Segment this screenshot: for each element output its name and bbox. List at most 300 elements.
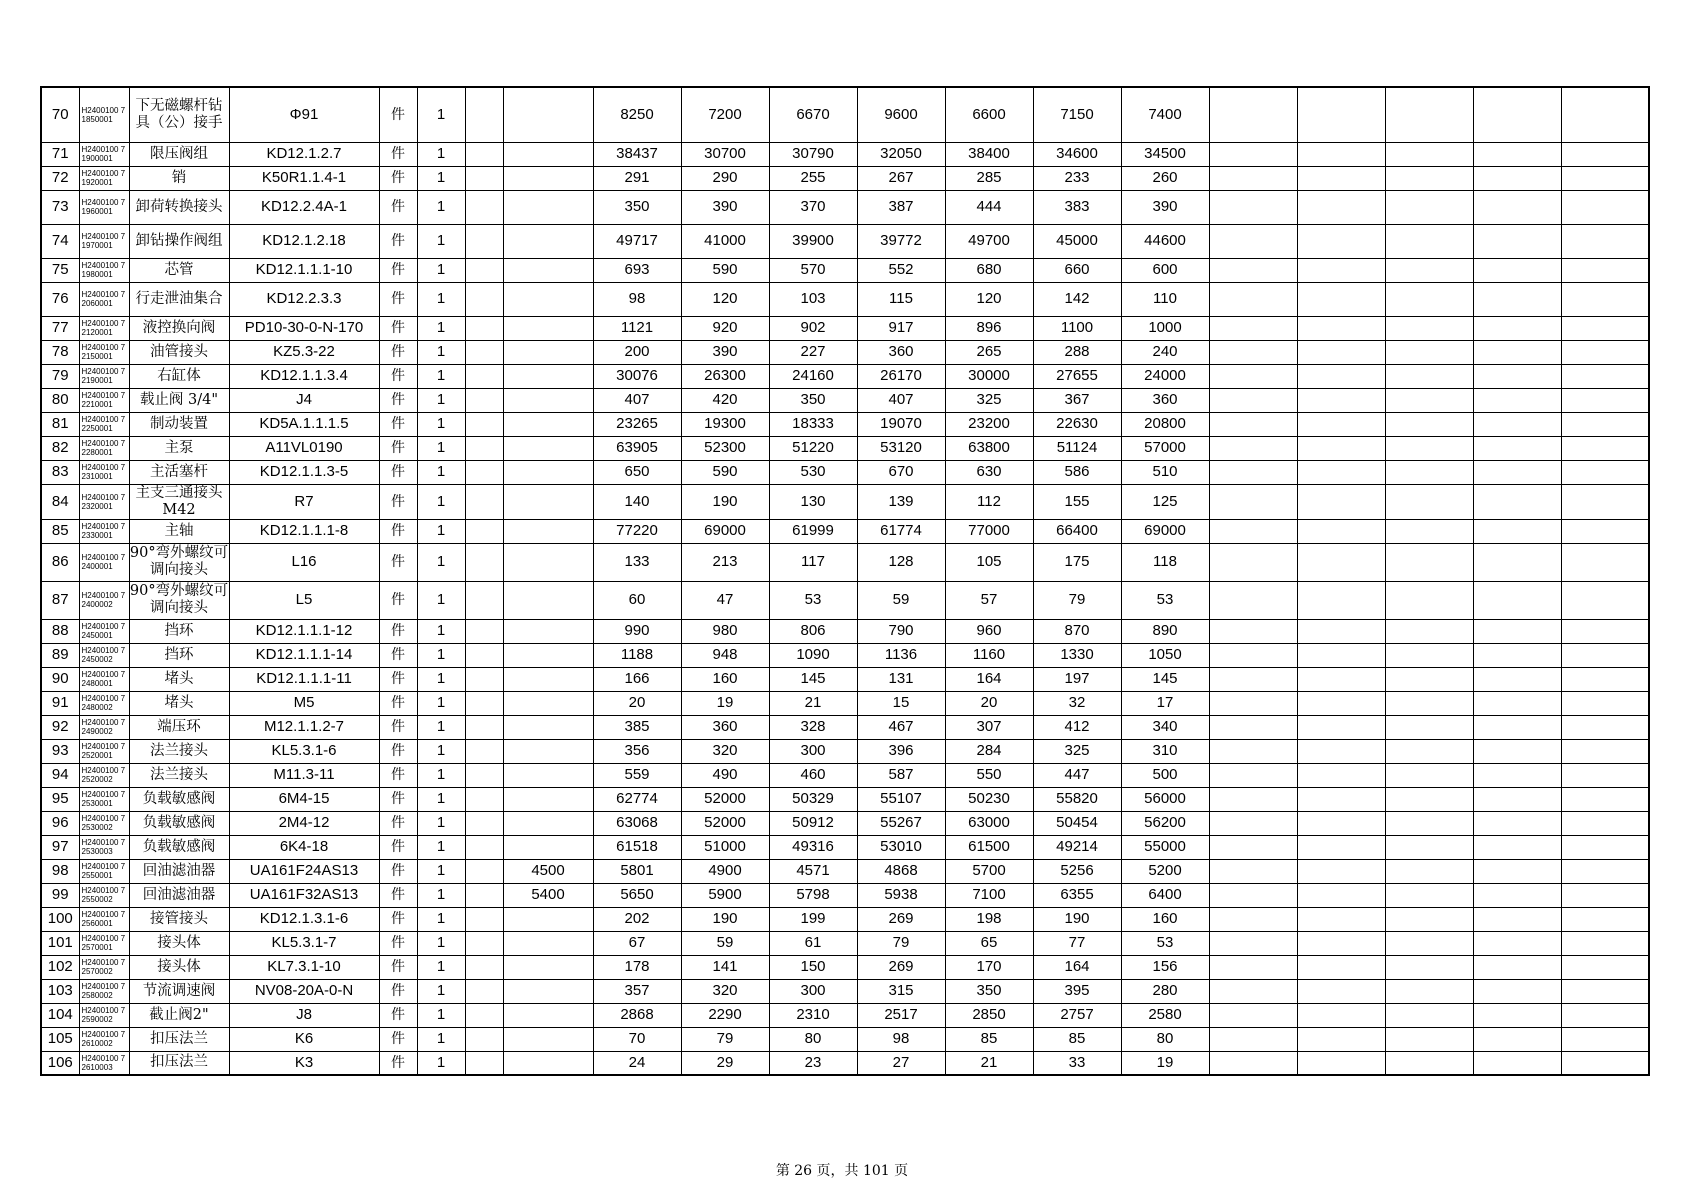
empty-cell: [1209, 190, 1297, 224]
empty-cell: [1209, 412, 1297, 436]
empty-cell: [1297, 1051, 1385, 1075]
empty-cell: [1473, 643, 1561, 667]
quote-cell-2: 590: [681, 258, 769, 282]
empty-cell: [1297, 142, 1385, 166]
empty-cell: [1473, 787, 1561, 811]
blank-cell: [465, 883, 503, 907]
empty-cell: [1561, 787, 1649, 811]
table-row: [41, 739, 1649, 763]
quote-cell-5: 65: [945, 931, 1033, 955]
unit-cell: 件: [379, 859, 417, 883]
empty-cell: [1561, 340, 1649, 364]
quote-cell-3: 80: [769, 1027, 857, 1051]
empty-cell: [1297, 715, 1385, 739]
empty-cell: [1209, 1003, 1297, 1027]
blank-cell: [465, 190, 503, 224]
item-name-cell: 端压环: [129, 715, 229, 739]
item-name-cell: 芯管: [129, 258, 229, 282]
table-row: [41, 643, 1649, 667]
empty-cell: [1473, 715, 1561, 739]
empty-cell: [1297, 931, 1385, 955]
quantity-cell: 1: [417, 258, 465, 282]
empty-cell: [1209, 340, 1297, 364]
quote-cell-6: 197: [1033, 667, 1121, 691]
empty-cell: [1385, 1051, 1473, 1075]
quote-cell-5: 21: [945, 1051, 1033, 1075]
quote-cell-1: 98: [593, 282, 681, 316]
empty-cell: [1473, 224, 1561, 258]
empty-cell: [1297, 519, 1385, 543]
empty-cell: [1561, 388, 1649, 412]
quote-cell-4: 9600: [857, 87, 945, 142]
empty-cell: [1297, 460, 1385, 484]
table-row: [41, 835, 1649, 859]
model-cell: L5: [229, 581, 379, 619]
quote-cell-1: 49717: [593, 224, 681, 258]
quote-cell-1: 63905: [593, 436, 681, 460]
quote-cell-6: 49214: [1033, 835, 1121, 859]
quote-cell-4: 2517: [857, 1003, 945, 1027]
item-name-cell: 挡环: [129, 619, 229, 643]
unit-cell: 件: [379, 258, 417, 282]
quote-cell-2: 190: [681, 907, 769, 931]
quantity-cell: 1: [417, 581, 465, 619]
item-code-cell: H2400100 72570002: [79, 955, 129, 979]
quote-cell-1: 30076: [593, 364, 681, 388]
quote-cell-3: 806: [769, 619, 857, 643]
quote-cell-7: 156: [1121, 955, 1209, 979]
model-cell: UA161F32AS13: [229, 883, 379, 907]
item-code-cell: H2400100 72610003: [79, 1051, 129, 1075]
quote-cell-7: 280: [1121, 979, 1209, 1003]
table-row: [41, 619, 1649, 643]
item-code-cell: H2400100 72400001: [79, 543, 129, 581]
reference-price-cell: [503, 643, 593, 667]
table-row: [41, 667, 1649, 691]
quote-cell-3: 53: [769, 581, 857, 619]
quote-cell-7: 5200: [1121, 859, 1209, 883]
table-row: [41, 931, 1649, 955]
quote-cell-7: 2580: [1121, 1003, 1209, 1027]
blank-cell: [465, 282, 503, 316]
quote-cell-2: 320: [681, 979, 769, 1003]
item-code-cell: H2400100 72530003: [79, 835, 129, 859]
quote-cell-4: 467: [857, 715, 945, 739]
unit-cell: 件: [379, 931, 417, 955]
table-row: [41, 224, 1649, 258]
empty-cell: [1385, 811, 1473, 835]
item-code-cell: H2400100 72570001: [79, 931, 129, 955]
quote-cell-4: 79: [857, 931, 945, 955]
table-row: [41, 519, 1649, 543]
quantity-cell: 1: [417, 787, 465, 811]
row-index-cell: 84: [41, 484, 79, 519]
quote-cell-4: 15: [857, 691, 945, 715]
empty-cell: [1473, 543, 1561, 581]
empty-cell: [1473, 519, 1561, 543]
row-index-cell: 91: [41, 691, 79, 715]
item-name-cell: 负载敏感阀: [129, 811, 229, 835]
quote-cell-3: 300: [769, 979, 857, 1003]
empty-cell: [1209, 739, 1297, 763]
reference-price-cell: [503, 316, 593, 340]
row-index-cell: 86: [41, 543, 79, 581]
empty-cell: [1385, 619, 1473, 643]
item-name-cell: 法兰接头: [129, 739, 229, 763]
blank-cell: [465, 907, 503, 931]
quote-cell-3: 24160: [769, 364, 857, 388]
empty-cell: [1385, 190, 1473, 224]
quote-cell-2: 52300: [681, 436, 769, 460]
quote-cell-1: 24: [593, 1051, 681, 1075]
quote-cell-1: 385: [593, 715, 681, 739]
blank-cell: [465, 811, 503, 835]
empty-cell: [1561, 811, 1649, 835]
quote-cell-2: 390: [681, 340, 769, 364]
empty-cell: [1385, 436, 1473, 460]
empty-cell: [1385, 643, 1473, 667]
unit-cell: 件: [379, 1003, 417, 1027]
empty-cell: [1209, 907, 1297, 931]
quantity-cell: 1: [417, 340, 465, 364]
blank-cell: [465, 763, 503, 787]
model-cell: KD12.1.1.1-8: [229, 519, 379, 543]
quote-cell-1: 77220: [593, 519, 681, 543]
quantity-cell: 1: [417, 436, 465, 460]
quote-cell-7: 55000: [1121, 835, 1209, 859]
quantity-cell: 1: [417, 1027, 465, 1051]
empty-cell: [1209, 763, 1297, 787]
empty-cell: [1209, 811, 1297, 835]
item-name-cell: 主轴: [129, 519, 229, 543]
model-cell: KD12.1.2.7: [229, 142, 379, 166]
empty-cell: [1297, 835, 1385, 859]
reference-price-cell: [503, 364, 593, 388]
quote-cell-5: 325: [945, 388, 1033, 412]
page-footer: 第 26 页，共 101 页: [775, 1163, 909, 1179]
quantity-cell: 1: [417, 190, 465, 224]
row-index-cell: 104: [41, 1003, 79, 1027]
unit-cell: 件: [379, 883, 417, 907]
blank-cell: [465, 412, 503, 436]
row-index-cell: 72: [41, 166, 79, 190]
empty-cell: [1385, 87, 1473, 142]
quote-cell-7: 6400: [1121, 883, 1209, 907]
model-cell: KD12.2.3.3: [229, 282, 379, 316]
empty-cell: [1473, 190, 1561, 224]
quote-cell-1: 200: [593, 340, 681, 364]
row-index-cell: 77: [41, 316, 79, 340]
empty-cell: [1297, 436, 1385, 460]
empty-cell: [1297, 316, 1385, 340]
quote-cell-6: 325: [1033, 739, 1121, 763]
model-cell: KD12.1.1.3.4: [229, 364, 379, 388]
quote-cell-2: 590: [681, 460, 769, 484]
empty-cell: [1385, 883, 1473, 907]
unit-cell: 件: [379, 412, 417, 436]
row-index-cell: 94: [41, 763, 79, 787]
quote-cell-1: 357: [593, 979, 681, 1003]
empty-cell: [1473, 388, 1561, 412]
reference-price-cell: [503, 739, 593, 763]
unit-cell: 件: [379, 224, 417, 258]
unit-cell: 件: [379, 190, 417, 224]
item-name-cell: 油管接头: [129, 340, 229, 364]
quote-cell-4: 396: [857, 739, 945, 763]
quote-cell-7: 19: [1121, 1051, 1209, 1075]
quote-cell-3: 23: [769, 1051, 857, 1075]
quote-cell-3: 117: [769, 543, 857, 581]
quote-cell-2: 79: [681, 1027, 769, 1051]
quote-cell-6: 34600: [1033, 142, 1121, 166]
quantity-cell: 1: [417, 667, 465, 691]
quote-cell-7: 125: [1121, 484, 1209, 519]
unit-cell: 件: [379, 166, 417, 190]
quote-cell-5: 49700: [945, 224, 1033, 258]
quote-cell-5: 444: [945, 190, 1033, 224]
quote-cell-4: 315: [857, 979, 945, 1003]
quantity-cell: 1: [417, 543, 465, 581]
empty-cell: [1561, 436, 1649, 460]
quote-cell-2: 980: [681, 619, 769, 643]
row-index-cell: 75: [41, 258, 79, 282]
quote-cell-6: 164: [1033, 955, 1121, 979]
row-index-cell: 89: [41, 643, 79, 667]
empty-cell: [1473, 1051, 1561, 1075]
quote-cell-3: 50912: [769, 811, 857, 835]
quote-cell-1: 693: [593, 258, 681, 282]
quote-cell-7: 1000: [1121, 316, 1209, 340]
reference-price-cell: 5400: [503, 883, 593, 907]
quote-cell-1: 67: [593, 931, 681, 955]
quote-cell-2: 490: [681, 763, 769, 787]
reference-price-cell: [503, 581, 593, 619]
quote-cell-1: 23265: [593, 412, 681, 436]
quote-cell-1: 38437: [593, 142, 681, 166]
quantity-cell: 1: [417, 883, 465, 907]
quote-cell-4: 387: [857, 190, 945, 224]
quantity-cell: 1: [417, 1003, 465, 1027]
quote-cell-4: 115: [857, 282, 945, 316]
quote-cell-6: 51124: [1033, 436, 1121, 460]
blank-cell: [465, 619, 503, 643]
blank-cell: [465, 142, 503, 166]
quote-cell-3: 227: [769, 340, 857, 364]
unit-cell: 件: [379, 460, 417, 484]
quote-cell-2: 213: [681, 543, 769, 581]
empty-cell: [1473, 316, 1561, 340]
quote-cell-5: 57: [945, 581, 1033, 619]
quote-cell-7: 56200: [1121, 811, 1209, 835]
item-code-cell: H2400100 72400002: [79, 581, 129, 619]
quote-cell-6: 190: [1033, 907, 1121, 931]
empty-cell: [1209, 955, 1297, 979]
blank-cell: [465, 667, 503, 691]
empty-cell: [1385, 412, 1473, 436]
quote-cell-6: 288: [1033, 340, 1121, 364]
item-code-cell: H2400100 72480001: [79, 667, 129, 691]
reference-price-cell: [503, 931, 593, 955]
empty-cell: [1473, 619, 1561, 643]
table-row: [41, 190, 1649, 224]
empty-cell: [1561, 581, 1649, 619]
empty-cell: [1473, 364, 1561, 388]
unit-cell: 件: [379, 484, 417, 519]
reference-price-cell: [503, 1051, 593, 1075]
empty-cell: [1473, 883, 1561, 907]
quote-cell-1: 178: [593, 955, 681, 979]
quote-cell-6: 85: [1033, 1027, 1121, 1051]
quote-cell-6: 155: [1033, 484, 1121, 519]
table-row: [41, 787, 1649, 811]
quote-cell-5: 960: [945, 619, 1033, 643]
item-name-cell: 90°弯外螺纹可调向接头: [129, 581, 229, 619]
row-index-cell: 78: [41, 340, 79, 364]
quote-cell-4: 1136: [857, 643, 945, 667]
quote-cell-6: 367: [1033, 388, 1121, 412]
blank-cell: [465, 955, 503, 979]
quote-cell-4: 670: [857, 460, 945, 484]
quote-cell-7: 20800: [1121, 412, 1209, 436]
row-index-cell: 74: [41, 224, 79, 258]
quote-cell-7: 340: [1121, 715, 1209, 739]
quantity-cell: 1: [417, 460, 465, 484]
empty-cell: [1385, 787, 1473, 811]
empty-cell: [1473, 460, 1561, 484]
table-row: [41, 907, 1649, 931]
empty-cell: [1297, 364, 1385, 388]
empty-cell: [1385, 282, 1473, 316]
item-code-cell: H2400100 72550001: [79, 859, 129, 883]
item-code-cell: H2400100 72450001: [79, 619, 129, 643]
empty-cell: [1385, 691, 1473, 715]
empty-cell: [1297, 811, 1385, 835]
empty-cell: [1297, 388, 1385, 412]
quote-cell-5: 112: [945, 484, 1033, 519]
reference-price-cell: [503, 811, 593, 835]
quote-cell-6: 1100: [1033, 316, 1121, 340]
quote-cell-6: 32: [1033, 691, 1121, 715]
empty-cell: [1297, 619, 1385, 643]
quantity-cell: 1: [417, 388, 465, 412]
quantity-cell: 1: [417, 484, 465, 519]
row-index-cell: 73: [41, 190, 79, 224]
quote-cell-5: 350: [945, 979, 1033, 1003]
reference-price-cell: [503, 619, 593, 643]
unit-cell: 件: [379, 667, 417, 691]
empty-cell: [1297, 859, 1385, 883]
empty-cell: [1385, 667, 1473, 691]
quote-cell-7: 69000: [1121, 519, 1209, 543]
quote-cell-2: 7200: [681, 87, 769, 142]
blank-cell: [465, 835, 503, 859]
quote-cell-3: 21: [769, 691, 857, 715]
blank-cell: [465, 543, 503, 581]
quote-cell-6: 7150: [1033, 87, 1121, 142]
row-index-cell: 99: [41, 883, 79, 907]
quantity-cell: 1: [417, 619, 465, 643]
table-row: [41, 436, 1649, 460]
quote-cell-5: 170: [945, 955, 1033, 979]
empty-cell: [1297, 166, 1385, 190]
reference-price-cell: [503, 87, 593, 142]
unit-cell: 件: [379, 643, 417, 667]
quote-cell-3: 150: [769, 955, 857, 979]
quantity-cell: 1: [417, 519, 465, 543]
item-name-cell: 负载敏感阀: [129, 787, 229, 811]
table-row: [41, 543, 1649, 581]
empty-cell: [1385, 931, 1473, 955]
quote-cell-2: 52000: [681, 811, 769, 835]
table-row: [41, 811, 1649, 835]
empty-cell: [1297, 1027, 1385, 1051]
quantity-cell: 1: [417, 142, 465, 166]
reference-price-cell: [503, 787, 593, 811]
quote-cell-6: 27655: [1033, 364, 1121, 388]
quote-cell-5: 30000: [945, 364, 1033, 388]
quote-cell-5: 63000: [945, 811, 1033, 835]
table-row: [41, 166, 1649, 190]
empty-cell: [1209, 166, 1297, 190]
model-cell: UA161F24AS13: [229, 859, 379, 883]
item-name-cell: 销: [129, 166, 229, 190]
empty-cell: [1209, 543, 1297, 581]
empty-cell: [1473, 258, 1561, 282]
blank-cell: [465, 715, 503, 739]
item-code-cell: H2400100 72320001: [79, 484, 129, 519]
empty-cell: [1209, 931, 1297, 955]
quote-cell-5: 5700: [945, 859, 1033, 883]
quote-cell-4: 360: [857, 340, 945, 364]
model-cell: KD12.1.1.3-5: [229, 460, 379, 484]
row-index-cell: 82: [41, 436, 79, 460]
quote-cell-6: 233: [1033, 166, 1121, 190]
quote-cell-2: 30700: [681, 142, 769, 166]
model-cell: M5: [229, 691, 379, 715]
row-index-cell: 105: [41, 1027, 79, 1051]
quote-cell-2: 4900: [681, 859, 769, 883]
quote-cell-4: 4868: [857, 859, 945, 883]
unit-cell: 件: [379, 340, 417, 364]
unit-cell: 件: [379, 519, 417, 543]
item-name-cell: 法兰接头: [129, 763, 229, 787]
unit-cell: 件: [379, 811, 417, 835]
empty-cell: [1385, 340, 1473, 364]
model-cell: 2M4-12: [229, 811, 379, 835]
blank-cell: [465, 484, 503, 519]
table-row: [41, 340, 1649, 364]
model-cell: M12.1.1.2-7: [229, 715, 379, 739]
empty-cell: [1473, 87, 1561, 142]
quote-cell-5: 1160: [945, 643, 1033, 667]
price-table: [40, 86, 1650, 1076]
empty-cell: [1561, 763, 1649, 787]
table-row: [41, 955, 1649, 979]
table-row: [41, 979, 1649, 1003]
quote-cell-3: 350: [769, 388, 857, 412]
row-index-cell: 80: [41, 388, 79, 412]
quote-cell-4: 53120: [857, 436, 945, 460]
row-index-cell: 93: [41, 739, 79, 763]
quote-cell-5: 164: [945, 667, 1033, 691]
quote-cell-4: 55267: [857, 811, 945, 835]
quote-cell-7: 890: [1121, 619, 1209, 643]
table-row: [41, 715, 1649, 739]
quote-cell-4: 128: [857, 543, 945, 581]
item-name-cell: 下无磁螺杆钻具（公）接手: [129, 87, 229, 142]
table-row: [41, 412, 1649, 436]
item-code-cell: H2400100 72060001: [79, 282, 129, 316]
